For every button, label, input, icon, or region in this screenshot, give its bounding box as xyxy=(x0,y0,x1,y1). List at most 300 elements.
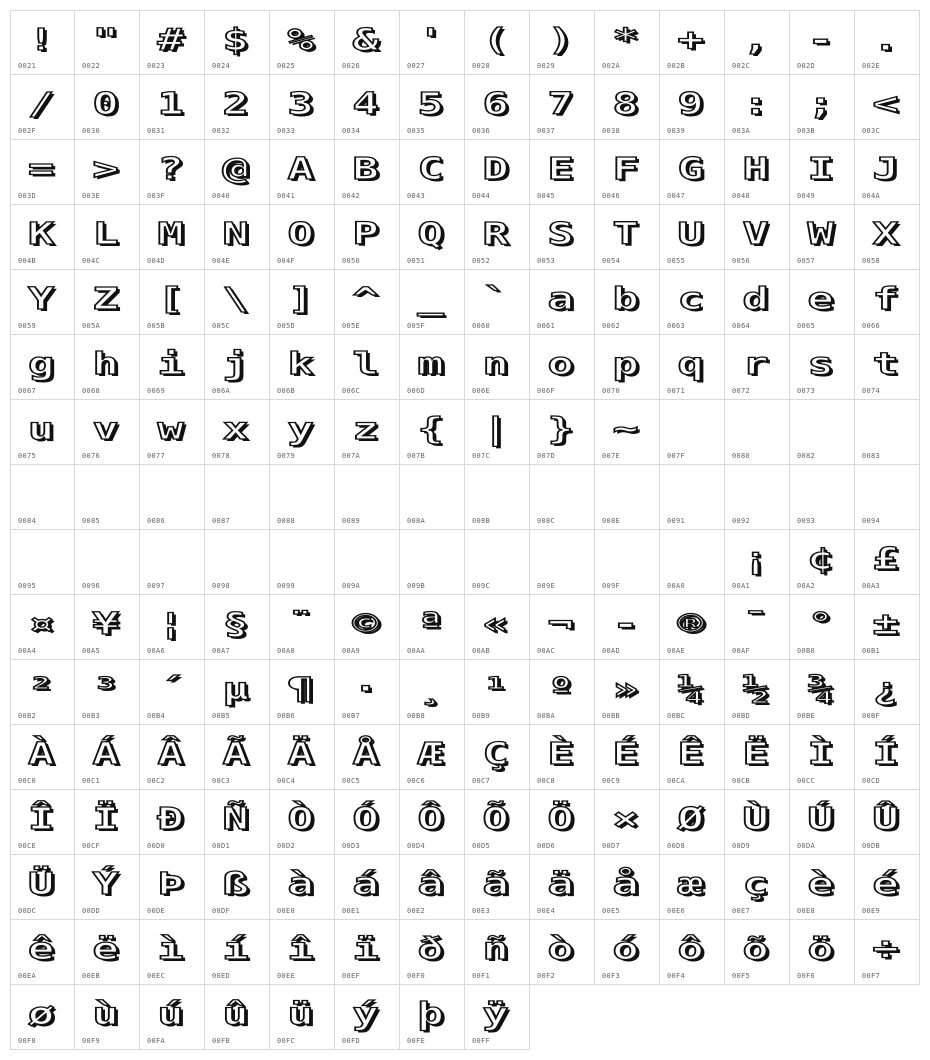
codepoint-label: 0076 xyxy=(82,452,101,460)
glyph-cell xyxy=(140,855,205,920)
glyph-sample: T xyxy=(612,216,642,252)
glyph-cell xyxy=(725,400,790,465)
glyph-sample: W xyxy=(807,216,837,252)
glyph-cell xyxy=(660,725,725,790)
codepoint-label: 00A1 xyxy=(732,582,751,590)
glyph-sample xyxy=(660,406,725,452)
glyph-sample: M xyxy=(157,216,187,252)
codepoint-label: 0050 xyxy=(342,257,361,265)
codepoint-label: 00D5 xyxy=(472,842,491,850)
codepoint-label: 0086 xyxy=(147,517,166,525)
codepoint-label: 00E9 xyxy=(862,907,881,915)
glyph-sample: ¸ xyxy=(417,671,447,707)
glyph-cell xyxy=(75,855,140,920)
glyph-sample xyxy=(335,471,400,517)
codepoint-label: 007E xyxy=(602,452,621,460)
codepoint-label: 00DB xyxy=(862,842,881,850)
glyph-sample: @ xyxy=(222,151,252,187)
codepoint-label: 00B5 xyxy=(212,712,231,720)
codepoint-label: 003E xyxy=(82,192,101,200)
glyph-sample: í xyxy=(222,931,252,967)
codepoint-label: 002E xyxy=(862,62,881,70)
glyph-sample: F xyxy=(612,151,642,187)
codepoint-label: 00EE xyxy=(277,972,296,980)
glyph-cell xyxy=(270,660,335,725)
glyph-sample: s xyxy=(807,346,837,382)
glyph-sample: , xyxy=(742,22,772,58)
codepoint-label: 0043 xyxy=(407,192,426,200)
glyph-sample: Å xyxy=(352,736,382,772)
glyph-cell xyxy=(530,790,595,855)
codepoint-label: 006A xyxy=(212,387,231,395)
glyph-sample: } xyxy=(547,411,577,447)
codepoint-label: 00A5 xyxy=(82,647,101,655)
glyph-cell xyxy=(10,595,75,660)
glyph-sample: © xyxy=(352,606,382,642)
glyph-cell xyxy=(270,725,335,790)
codepoint-label: 00FB xyxy=(212,1037,231,1045)
codepoint-label: 008B xyxy=(472,517,491,525)
glyph-cell xyxy=(75,595,140,660)
codepoint-label: 0048 xyxy=(732,192,751,200)
codepoint-label: 006C xyxy=(342,387,361,395)
glyph-cell xyxy=(140,205,205,270)
codepoint-label: 003A xyxy=(732,127,751,135)
glyph-cell xyxy=(75,75,140,140)
glyph-sample: A xyxy=(287,151,317,187)
codepoint-label: 00B3 xyxy=(82,712,101,720)
codepoint-label: 00B6 xyxy=(277,712,296,720)
codepoint-label: 003C xyxy=(862,127,881,135)
glyph-cell xyxy=(10,660,75,725)
codepoint-label: 0038 xyxy=(602,127,621,135)
glyph-sample: Ú xyxy=(807,801,837,837)
glyph-cell xyxy=(400,10,465,75)
glyph-sample: É xyxy=(612,736,642,772)
glyph-sample xyxy=(595,471,660,517)
glyph-cell xyxy=(270,75,335,140)
glyph-sample: û xyxy=(222,996,252,1032)
glyph-cell xyxy=(335,205,400,270)
codepoint-label: 0026 xyxy=(342,62,361,70)
glyph-cell xyxy=(790,530,855,595)
glyph-cell xyxy=(790,920,855,985)
glyph-sample: á xyxy=(352,866,382,902)
glyph-cell xyxy=(725,920,790,985)
glyph-sample: ÷ xyxy=(872,931,902,967)
glyph-sample: Ô xyxy=(417,801,447,837)
codepoint-label: 004A xyxy=(862,192,881,200)
codepoint-label: 00EF xyxy=(342,972,361,980)
glyph-cell xyxy=(10,465,75,530)
codepoint-label: 0077 xyxy=(147,452,166,460)
glyph-cell xyxy=(270,400,335,465)
glyph-cell xyxy=(400,205,465,270)
codepoint-label: 005F xyxy=(407,322,426,330)
codepoint-label: 0097 xyxy=(147,582,166,590)
glyph-sample: y xyxy=(287,411,317,447)
glyph-cell xyxy=(595,725,660,790)
codepoint-label: 002C xyxy=(732,62,751,70)
glyph-sample: a xyxy=(547,281,577,317)
glyph-cell xyxy=(75,140,140,205)
codepoint-label: 0073 xyxy=(797,387,816,395)
glyph-cell xyxy=(335,270,400,335)
codepoint-label: 0098 xyxy=(212,582,231,590)
glyph-sample: å xyxy=(612,866,642,902)
glyph-sample xyxy=(140,536,205,582)
glyph-sample: è xyxy=(807,866,837,902)
glyph-sample: ð xyxy=(417,931,447,967)
codepoint-label: 00D6 xyxy=(537,842,556,850)
glyph-sample: Ò xyxy=(287,801,317,837)
codepoint-label: 0089 xyxy=(342,517,361,525)
glyph-sample: · xyxy=(352,671,382,707)
glyph-cell xyxy=(595,270,660,335)
codepoint-label: 003D xyxy=(18,192,37,200)
glyph-sample: S xyxy=(547,216,577,252)
glyph-sample: ¥ xyxy=(92,606,122,642)
codepoint-label: 00E0 xyxy=(277,907,296,915)
glyph-sample: z xyxy=(352,411,382,447)
glyph-sample xyxy=(205,536,270,582)
codepoint-label: 0099 xyxy=(277,582,296,590)
glyph-cell xyxy=(400,660,465,725)
codepoint-label: 0057 xyxy=(797,257,816,265)
glyph-sample: \ xyxy=(222,281,252,317)
glyph-cell xyxy=(855,855,920,920)
codepoint-label: 007B xyxy=(407,452,426,460)
glyph-sample xyxy=(10,471,75,517)
glyph-sample: æ xyxy=(677,866,707,902)
codepoint-label: 0084 xyxy=(18,517,37,525)
codepoint-label: 00F2 xyxy=(537,972,556,980)
codepoint-label: 005A xyxy=(82,322,101,330)
glyph-sample: â xyxy=(417,866,447,902)
codepoint-label: 0030 xyxy=(82,127,101,135)
glyph-cell xyxy=(270,920,335,985)
codepoint-label: 00AE xyxy=(667,647,686,655)
glyph-cell xyxy=(270,140,335,205)
glyph-cell xyxy=(790,205,855,270)
glyph-sample: Ë xyxy=(742,736,772,772)
glyph-sample: L xyxy=(92,216,122,252)
glyph-sample: à xyxy=(287,866,317,902)
codepoint-label: 00EC xyxy=(147,972,166,980)
glyph-sample: Ó xyxy=(352,801,382,837)
glyph-sample: ¤ xyxy=(27,606,58,642)
codepoint-label: 00C3 xyxy=(212,777,231,785)
glyph-cell xyxy=(855,920,920,985)
codepoint-label: 0060 xyxy=(472,322,491,330)
glyph-cell xyxy=(465,10,530,75)
codepoint-label: 005E xyxy=(342,322,361,330)
glyph-sample: i xyxy=(157,346,187,382)
glyph-sample: ¬ xyxy=(547,606,577,642)
glyph-cell xyxy=(660,400,725,465)
glyph-cell xyxy=(10,400,75,465)
glyph-sample: . xyxy=(872,22,902,58)
codepoint-label: 0033 xyxy=(277,127,296,135)
glyph-cell xyxy=(465,205,530,270)
glyph-cell xyxy=(530,660,595,725)
glyph-cell xyxy=(270,335,335,400)
codepoint-label: 0046 xyxy=(602,192,621,200)
glyph-cell xyxy=(75,465,140,530)
codepoint-label: 007D xyxy=(537,452,556,460)
glyph-cell xyxy=(335,725,400,790)
glyph-sample: Á xyxy=(92,736,122,772)
codepoint-label: 0047 xyxy=(667,192,686,200)
glyph-cell xyxy=(10,790,75,855)
codepoint-label: 004B xyxy=(18,257,37,265)
codepoint-label: 0083 xyxy=(862,452,881,460)
glyph-cell xyxy=(790,855,855,920)
glyph-sample: & xyxy=(352,22,382,58)
codepoint-label: 00E4 xyxy=(537,907,556,915)
glyph-sample: Î xyxy=(27,801,58,837)
codepoint-label: 0053 xyxy=(537,257,556,265)
codepoint-label: 006B xyxy=(277,387,296,395)
codepoint-label: 00FC xyxy=(277,1037,296,1045)
codepoint-label: 0058 xyxy=(862,257,881,265)
glyph-sample: ¿ xyxy=(872,671,902,707)
codepoint-label: 00E1 xyxy=(342,907,361,915)
codepoint-label: 00DF xyxy=(212,907,231,915)
glyph-cell xyxy=(465,595,530,660)
glyph-cell xyxy=(140,725,205,790)
glyph-cell xyxy=(660,530,725,595)
codepoint-label: 0042 xyxy=(342,192,361,200)
glyph-sample: p xyxy=(612,346,642,382)
glyph-sample xyxy=(400,471,465,517)
glyph-cell xyxy=(75,270,140,335)
glyph-cell xyxy=(335,140,400,205)
codepoint-label: 00F3 xyxy=(602,972,621,980)
codepoint-label: 007F xyxy=(667,452,686,460)
codepoint-label: 00E3 xyxy=(472,907,491,915)
glyph-cell xyxy=(205,660,270,725)
glyph-cell xyxy=(660,270,725,335)
glyph-cell xyxy=(660,855,725,920)
glyph-cell xyxy=(75,660,140,725)
glyph-sample: ¹ xyxy=(482,671,512,707)
glyph-cell xyxy=(530,530,595,595)
glyph-sample: Y xyxy=(27,281,58,317)
glyph-cell xyxy=(725,10,790,75)
glyph-sample: 9 xyxy=(677,86,707,122)
glyph-sample: C xyxy=(417,151,447,187)
codepoint-label: 0078 xyxy=(212,452,231,460)
glyph-cell xyxy=(10,920,75,985)
glyph-cell xyxy=(530,400,595,465)
glyph-sample: ÿ xyxy=(482,996,512,1032)
glyph-sample xyxy=(270,536,335,582)
glyph-cell xyxy=(140,790,205,855)
glyph-cell xyxy=(530,920,595,985)
glyph-cell xyxy=(400,140,465,205)
glyph-cell xyxy=(855,530,920,595)
glyph-sample: ; xyxy=(807,86,837,122)
glyph-cell xyxy=(530,140,595,205)
codepoint-label: 00DD xyxy=(82,907,101,915)
glyph-sample: Þ xyxy=(157,866,187,902)
glyph-sample: ´ xyxy=(157,671,187,707)
glyph-cell xyxy=(10,10,75,75)
glyph-cell xyxy=(855,595,920,660)
glyph-sample: ? xyxy=(157,151,187,187)
codepoint-label: 00FE xyxy=(407,1037,426,1045)
codepoint-label: 0069 xyxy=(147,387,166,395)
glyph-sample: ¾ xyxy=(807,671,837,707)
glyph-sample: < xyxy=(872,86,902,122)
codepoint-label: 0091 xyxy=(667,517,686,525)
glyph-cell xyxy=(335,465,400,530)
codepoint-label: 0054 xyxy=(602,257,621,265)
glyph-sample: b xyxy=(612,281,642,317)
glyph-sample xyxy=(10,536,75,582)
codepoint-label: 009E xyxy=(537,582,556,590)
glyph-cell xyxy=(660,790,725,855)
glyph-sample: » xyxy=(612,671,642,707)
glyph-cell xyxy=(725,75,790,140)
codepoint-label: 00F1 xyxy=(472,972,491,980)
codepoint-label: 004F xyxy=(277,257,296,265)
glyph-cell xyxy=(75,205,140,270)
glyph-cell xyxy=(855,725,920,790)
glyph-cell xyxy=(335,855,400,920)
glyph-cell xyxy=(270,10,335,75)
glyph-sample: ) xyxy=(547,22,577,58)
glyph-cell xyxy=(205,725,270,790)
glyph-cell xyxy=(660,660,725,725)
codepoint-label: 0094 xyxy=(862,517,881,525)
glyph-cell xyxy=(660,335,725,400)
glyph-cell xyxy=(790,270,855,335)
codepoint-label: 0093 xyxy=(797,517,816,525)
codepoint-label: 00F8 xyxy=(18,1037,37,1045)
glyph-cell xyxy=(595,530,660,595)
glyph-sample: ý xyxy=(352,996,382,1032)
codepoint-label: 00BD xyxy=(732,712,751,720)
glyph-sample: ú xyxy=(157,996,187,1032)
glyph-cell xyxy=(10,335,75,400)
glyph-cell xyxy=(855,10,920,75)
glyph-cell xyxy=(725,270,790,335)
codepoint-label: 0049 xyxy=(797,192,816,200)
codepoint-label: 00A3 xyxy=(862,582,881,590)
codepoint-label: 007C xyxy=(472,452,491,460)
codepoint-label: 0088 xyxy=(277,517,296,525)
codepoint-label: 00ED xyxy=(212,972,231,980)
glyph-cell xyxy=(465,855,530,920)
codepoint-label: 0040 xyxy=(212,192,231,200)
codepoint-label: 00AF xyxy=(732,647,751,655)
glyph-sample: ã xyxy=(482,866,512,902)
glyph-sample: 2 xyxy=(222,86,252,122)
glyph-cell xyxy=(75,335,140,400)
glyph-cell xyxy=(270,985,335,1050)
glyph-cell xyxy=(140,10,205,75)
glyph-cell xyxy=(400,530,465,595)
glyph-cell xyxy=(660,205,725,270)
glyph-sample: ä xyxy=(547,866,577,902)
codepoint-label: 0064 xyxy=(732,322,751,330)
codepoint-label: 00AA xyxy=(407,647,426,655)
codepoint-label: 0080 xyxy=(732,452,751,460)
codepoint-label: 0021 xyxy=(18,62,37,70)
glyph-sample xyxy=(855,406,920,452)
glyph-sample: d xyxy=(742,281,772,317)
codepoint-label: 00D2 xyxy=(277,842,296,850)
glyph-sample: µ xyxy=(222,671,252,707)
glyph-cell xyxy=(140,595,205,660)
glyph-sample xyxy=(530,536,595,582)
glyph-sample: Z xyxy=(92,281,122,317)
glyph-cell xyxy=(725,335,790,400)
glyph-sample: ó xyxy=(612,931,642,967)
codepoint-label: 00B0 xyxy=(797,647,816,655)
glyph-sample: Ä xyxy=(287,736,317,772)
glyph-sample: - xyxy=(612,606,642,642)
glyph-cell xyxy=(595,660,660,725)
glyph-sample: t xyxy=(872,346,902,382)
glyph-cell xyxy=(140,75,205,140)
glyph-cell xyxy=(270,790,335,855)
glyph-cell xyxy=(140,920,205,985)
glyph-sample: ³ xyxy=(92,671,122,707)
glyph-cell xyxy=(595,920,660,985)
glyph-cell xyxy=(595,75,660,140)
glyph-cell xyxy=(660,140,725,205)
glyph-cell xyxy=(400,270,465,335)
codepoint-label: 00D0 xyxy=(147,842,166,850)
glyph-cell xyxy=(725,140,790,205)
glyph-cell xyxy=(75,400,140,465)
codepoint-label: 006D xyxy=(407,387,426,395)
glyph-sample: ¼ xyxy=(677,671,707,707)
glyph-sample: N xyxy=(222,216,252,252)
glyph-cell xyxy=(595,855,660,920)
glyph-cell xyxy=(530,595,595,660)
glyph-cell xyxy=(790,335,855,400)
codepoint-label: 008A xyxy=(407,517,426,525)
glyph-sample: ï xyxy=(352,931,382,967)
glyph-sample: Û xyxy=(872,801,902,837)
glyph-sample: ß xyxy=(222,866,252,902)
codepoint-label: 0032 xyxy=(212,127,231,135)
glyph-sample: õ xyxy=(742,931,772,967)
glyph-sample: 4 xyxy=(352,86,382,122)
glyph-cell xyxy=(855,400,920,465)
glyph-cell xyxy=(595,595,660,660)
codepoint-label: 00E2 xyxy=(407,907,426,915)
glyph-cell xyxy=(270,205,335,270)
glyph-cell xyxy=(465,920,530,985)
codepoint-label: 00C8 xyxy=(537,777,556,785)
codepoint-label: 0095 xyxy=(18,582,37,590)
glyph-cell xyxy=(205,140,270,205)
glyph-cell xyxy=(75,790,140,855)
codepoint-label: 0052 xyxy=(472,257,491,265)
codepoint-label: 00EA xyxy=(18,972,37,980)
codepoint-label: 00EB xyxy=(82,972,101,980)
glyph-sample: > xyxy=(92,151,122,187)
glyph-cell xyxy=(400,855,465,920)
codepoint-label: 0096 xyxy=(82,582,101,590)
codepoint-label: 00DE xyxy=(147,907,166,915)
glyph-cell xyxy=(270,465,335,530)
